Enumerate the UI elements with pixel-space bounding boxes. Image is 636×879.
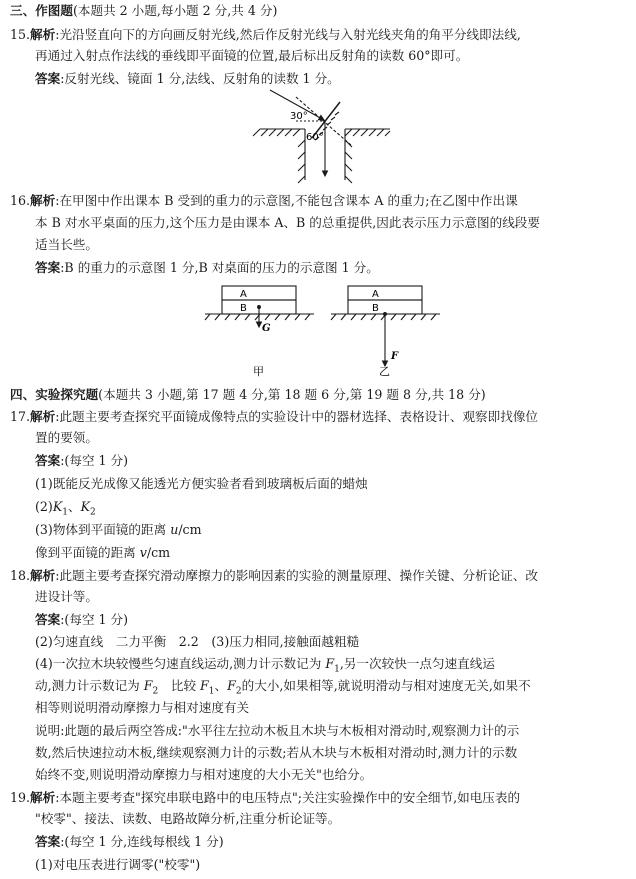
q18-answer-1: (2)匀速直线 二力平衡 2.2 (3)压力相同,接触面越粗糙 — [35, 634, 360, 649]
q19-text-1: :本题主要考查"探究串联电路中的电压特点";关注实验操作中的安全细节,如电压表的 — [55, 790, 521, 805]
q17-number: 17. — [10, 409, 31, 424]
q18-text-2: 进设计等。 — [35, 589, 98, 604]
q18-note-1: 说明:此题的最后两空答成:"水平往左拉动木板且木块与木板相对滑动时,观察测力计的示 — [35, 723, 520, 738]
q16-text-2: 本 B 对水平桌面的压力,这个压力是由课本 A、B 的总重提供,因此表示压力示意图的线段要 — [35, 215, 540, 230]
q18-answer-3: 动,测力计示数记为 $F_2$ 比较 $F_1$、$F_2$的大小,如果相等,就说明滑动与相对速度无关,如果不 — [35, 678, 531, 697]
q19-answer-1: (1)对电压表进行调零("校零") — [35, 857, 201, 872]
q18-answer-4: 相等则说明滑动摩擦力与相对速度有关 — [35, 700, 250, 715]
q17-text-2: 置的要领。 — [35, 430, 98, 445]
q17-var-u: u — [170, 522, 179, 537]
q16-caption-jia: 甲 — [253, 365, 264, 378]
q16-jia-book-a: A — [240, 289, 247, 300]
q17-answer-3-text: (3)物体到平面镜的距离 — [35, 522, 171, 537]
q19-answer-label: 答案 — [35, 834, 61, 849]
q17-answer — [35, 453, 128, 469]
q16-pressure-label: F — [391, 351, 399, 362]
q16-text-3: 适当长些。 — [35, 237, 98, 252]
q19-line-1 — [10, 790, 520, 806]
q15-angle-60: 60° — [306, 132, 324, 143]
q16-answer-text: :B 的重力的示意图 1 分,B 对桌面的压力的示意图 1 分。 — [60, 260, 379, 275]
q16-yi-book-a: A — [372, 289, 379, 300]
q17-unit-u: /cm — [178, 522, 202, 537]
q15-answer-label: 答案 — [35, 71, 61, 86]
q19-tag: 解析 — [30, 790, 56, 805]
q18-answer-3-text: 动,测力计示数记为 — [35, 678, 144, 693]
q17-text-1: :此题主要考查探究平面镜成像特点的实验设计中的器材选择、表格设计、观察即找像位 — [55, 409, 539, 424]
q18-f1: F — [325, 656, 335, 671]
q15-text-1: :光沿竖直向下的方向画反射光线,然后作反射光线与入射光线夹角的角平分线即法线, — [55, 27, 521, 42]
q18-f2-b-sub: 2 — [235, 686, 242, 697]
q17-k2-sub: 2 — [90, 507, 96, 518]
q18-answer-2 — [35, 656, 495, 678]
q18-answer-2-rest: ,另一次较快一点匀速直线运 — [339, 656, 495, 671]
q17-answer-3 — [35, 522, 202, 538]
q15-number: 15. — [10, 27, 31, 42]
q19-answer-text: :(每空 1 分,连线每根线 1 分) — [60, 834, 224, 849]
q19-text-2: "校零"、接法、读数、电路故障分析,注重分析论证等。 — [35, 811, 341, 826]
q18-answer-3-rest: 的大小,如果相等,就说明滑动与相对速度无关,如果不 — [241, 678, 531, 693]
section-4-note: (本题共 3 小题,第 17 题 4 分,第 18 题 6 分,第 19 题 8 分,共 18 分) — [98, 387, 486, 402]
q18-answer — [35, 612, 128, 628]
q17-k1-sub: 1 — [62, 507, 68, 518]
q17-line-1 — [10, 409, 538, 425]
q18-number: 18. — [10, 568, 31, 583]
q16-jia-book-b: B — [240, 303, 247, 314]
q17-answer-4-text: 像到平面镜的距离 — [35, 545, 140, 560]
q15-angle-30: 30° — [290, 111, 308, 122]
q15-tag: 解析 — [30, 27, 56, 42]
q18-tag: 解析 — [30, 568, 56, 583]
q17-answer-text: :(每空 1 分) — [60, 453, 129, 468]
q18-f2-sub: 2 — [152, 686, 159, 697]
q16-tag: 解析 — [30, 193, 56, 208]
q16-caption-yi: 乙 — [379, 365, 390, 378]
section-4-heading — [10, 387, 486, 403]
q17-answer-4 — [35, 545, 170, 561]
q16-text-1: :在甲图中作出课本 B 受到的重力的示意图,不能包含课本 A 的重力;在乙图中作出课 — [55, 193, 518, 208]
q16-yi-book-b: B — [372, 303, 379, 314]
q18-f2-b: F — [227, 678, 236, 693]
q18-line-1 — [10, 568, 538, 584]
section-3-title: 三、作图题 — [10, 3, 73, 18]
q18-note-3: 始终不变,则说明滑动摩擦力与相对速度的大小无关"也给分。 — [35, 767, 373, 782]
q18-compare: 比较 — [158, 678, 201, 693]
q18-f2: F — [143, 678, 153, 693]
q18-answer-label: 答案 — [35, 612, 61, 627]
q17-answer-1: (1)既能反光成像又能透光方便实验者看到玻璃板后面的蜡烛 — [35, 476, 368, 491]
q18-f1-b-sub: 1 — [208, 686, 215, 697]
q15-answer-text: :反射光线、镜面 1 分,法线、反射角的读数 1 分。 — [60, 71, 340, 86]
q18-answer-2-text: (4)一次拉木块较慢些匀速直线运动,测力计示数记为 — [35, 656, 326, 671]
q19-answer — [35, 834, 224, 850]
q17-answer-2: $(2)K_1$、$K_2$ — [35, 499, 96, 518]
q17-answer-2-prefix: (2) — [35, 499, 53, 514]
q17-k2: K — [80, 499, 91, 514]
q18-f1-sub: 1 — [334, 664, 340, 675]
q18-text-1: :此题主要考查探究滑动摩擦力的影响因素的实验的测量原理、操作关键、分析论证、改 — [55, 568, 539, 583]
q17-var-v: v — [139, 545, 147, 560]
q17-k1: K — [52, 499, 63, 514]
q17-unit-v: /cm — [146, 545, 171, 560]
q16-gravity-label: G — [262, 323, 271, 334]
q17-tag: 解析 — [30, 409, 56, 424]
q18-answer-text: :(每空 1 分) — [60, 612, 129, 627]
q17-answer-label: 答案 — [35, 453, 61, 468]
q16-answer-label: 答案 — [35, 260, 61, 275]
q18-note-2: 数,然后快速拉动木板,继续观察测力计的示数;若从木块与木板相对滑动时,测力计的示数 — [35, 745, 518, 760]
q19-number: 19. — [10, 790, 31, 805]
q15-text-2: 再通过入射点作法线的垂线即平面镜的位置,最后标出反射角的读数 60°即可。 — [35, 48, 469, 63]
q16-number: 16. — [10, 193, 31, 208]
section-3-note: (本题共 2 小题,每小题 2 分,共 4 分) — [72, 3, 278, 18]
section-4-title: 四、实验探究题 — [10, 387, 99, 402]
q18-f1-b: F — [200, 678, 209, 693]
